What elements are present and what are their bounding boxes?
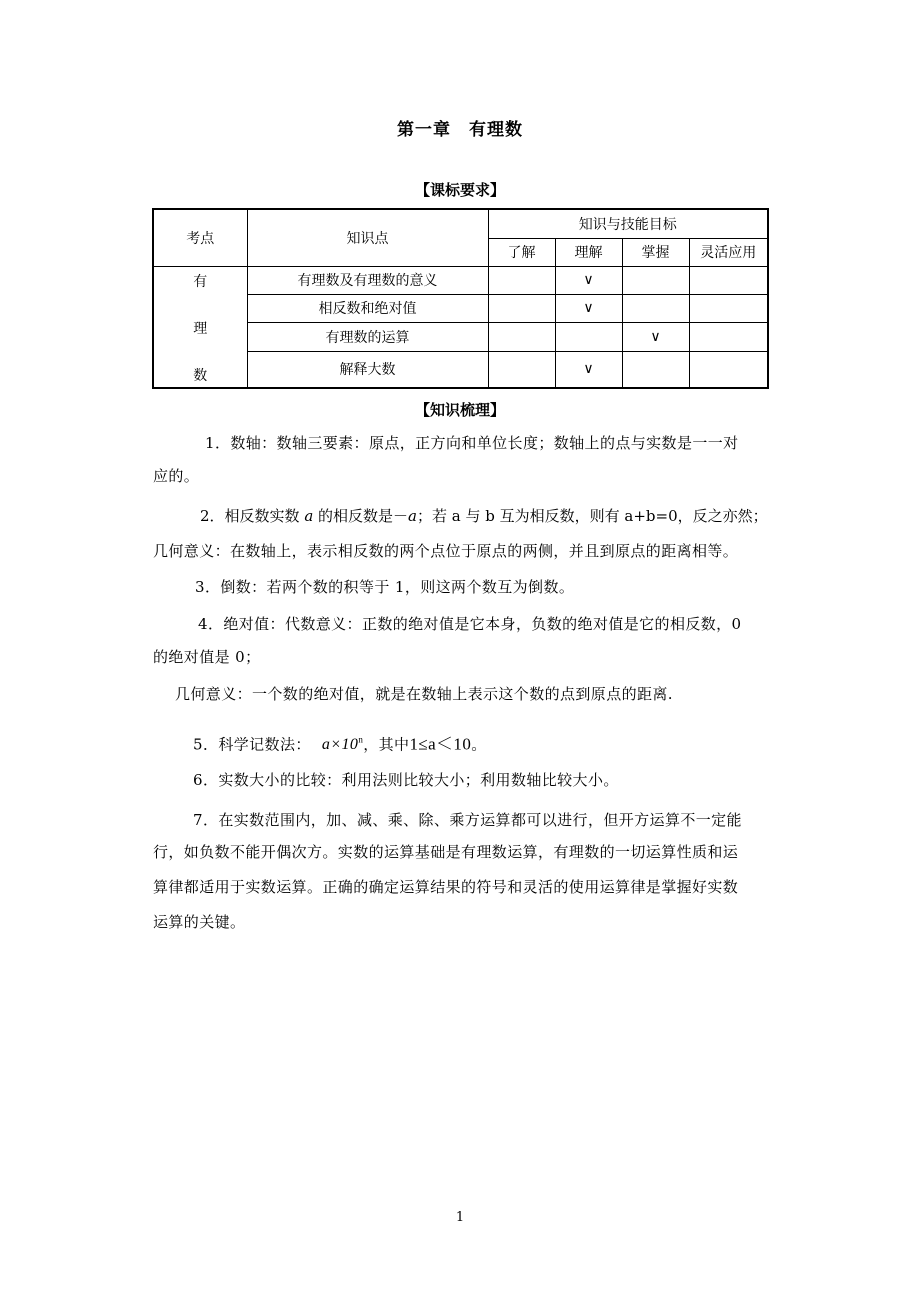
header-level: 灵活应用 [689,238,768,266]
text: 的相反数是－ [313,507,409,525]
mark-cell [555,322,622,351]
paragraph-line: 3．倒数：若两个数的积等于 1，则这两个数互为倒数。 [195,578,575,596]
mark-cell: ∨ [555,294,622,322]
paragraph-line: 几何意义：在数轴上，表示相反数的两个点位于原点的两侧，并且到原点的距离相等。 [153,542,739,560]
page-number: 1 [455,1210,465,1225]
variable: a [304,507,314,525]
mark-cell [622,266,689,294]
section-heading-curriculum: 【课标要求】 [414,181,505,199]
mark-cell [689,351,768,387]
kaodian-char: 有 [193,273,208,290]
paragraph-line [193,731,487,754]
variable: a [408,507,417,525]
header-zhishidian: 知识点 [247,209,488,266]
section-heading-knowledge: 【知识梳理】 [414,401,505,419]
mark-cell: ∨ [622,322,689,351]
formula-condition: 1≤a＜10 [409,734,472,754]
text: ，其中 [363,735,410,754]
header-level: 掌握 [622,238,689,266]
curriculum-table [152,208,769,389]
text: 。 [471,735,487,754]
topic-cell: 相反数和绝对值 [247,294,488,322]
text: ；若 a 与 b 互为相反数，则有 a+b=0，反之亦然； [417,507,768,525]
paragraph-line: 1．数轴：数轴三要素：原点，正方向和单位长度；数轴上的点与实数是一一对 [205,434,739,452]
mark-cell [488,266,555,294]
paragraph-line: 算律都适用于实数运算。正确的确定运算结果的符号和灵活的使用运算律是掌握好实数 [153,878,739,896]
topic-cell: 有理数及有理数的意义 [247,266,488,294]
mark-cell [488,351,555,387]
paragraph-line: 7．在实数范围内，加、减、乘、除、乘方运算都可以进行，但开方运算不一定能 [193,811,742,829]
kaodian-char: 理 [193,320,208,337]
kaodian-char: 数 [193,367,208,384]
formula-exponent: n [358,735,364,745]
mark-cell [689,322,768,351]
mark-cell [689,266,768,294]
topic-cell: 解释大数 [247,351,488,387]
kaodian-cell [153,266,247,388]
header-kaodian: 考点 [153,209,247,266]
paragraph-line: 的绝对值是 0； [153,648,261,666]
text: 2．相反数实数 [200,507,305,525]
paragraph-line [200,507,768,525]
paragraph-line: 运算的关键。 [153,913,246,931]
header-level: 了解 [488,238,555,266]
formula-base: a×10 [321,736,359,754]
mark-cell [622,351,689,387]
paragraph-line: 6．实数大小的比较：利用法则比较大小；利用数轴比较大小。 [193,771,619,789]
paragraph-line: 行，如负数不能开偶次方。实数的运算基础是有理数运算，有理数的一切运算性质和运 [153,843,739,861]
mark-cell [689,294,768,322]
mark-cell: ∨ [555,351,622,387]
text: 5．科学记数法： [193,735,311,754]
mark-cell [488,294,555,322]
formula [322,736,363,753]
mark-cell [622,294,689,322]
table-row [153,266,768,294]
paragraph-line: 几何意义：一个数的绝对值，就是在数轴上表示这个数的点到原点的距离. [175,685,673,703]
paragraph-line: 4．绝对值：代数意义：正数的绝对值是它本身，负数的绝对值是它的相反数，0 [198,615,742,633]
paragraph-line: 应的。 [153,467,200,485]
mark-cell: ∨ [555,266,622,294]
chapter-title: 第一章 有理数 [397,120,523,140]
header-level: 理解 [555,238,622,266]
mark-cell [488,322,555,351]
header-goal: 知识与技能目标 [488,209,768,238]
topic-cell: 有理数的运算 [247,322,488,351]
